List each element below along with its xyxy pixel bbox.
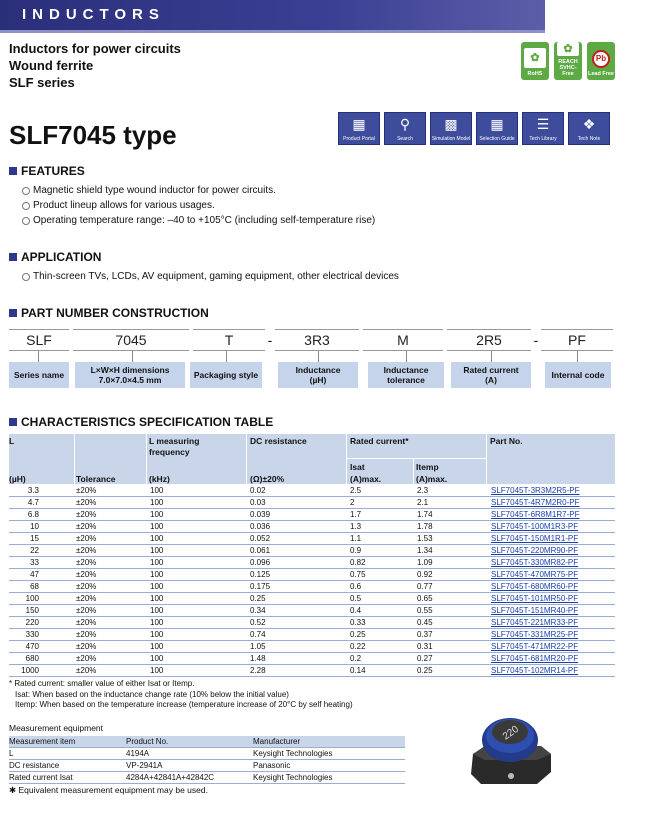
table-cell: 0.096 bbox=[250, 558, 271, 567]
table-cell: 100 bbox=[150, 522, 164, 531]
table-cell: 0.125 bbox=[250, 570, 271, 579]
table-cell: 100 bbox=[150, 558, 164, 567]
list-item: Thin-screen TVs, LCDs, AV equipment, gaming equipment, other electrical devices bbox=[22, 269, 399, 284]
part-number-link[interactable]: SLF7045T-221MR33-PF bbox=[491, 618, 579, 627]
spec-table-heading: CHARACTERISTICS SPECIFICATION TABLE bbox=[9, 415, 273, 429]
pn-label: Series name bbox=[9, 362, 69, 388]
pn-label: Packaging style bbox=[190, 362, 262, 388]
table-cell: ±20% bbox=[76, 522, 97, 531]
table-cell: 100 bbox=[150, 486, 164, 495]
table-cell: ±20% bbox=[76, 570, 97, 579]
reach-badge: ✿ REACH SVHC-Free bbox=[554, 42, 582, 80]
table-cell: 0.65 bbox=[417, 594, 433, 603]
pn-segment: T bbox=[193, 329, 265, 351]
table-row bbox=[9, 653, 615, 665]
table-cell: 100 bbox=[150, 534, 164, 543]
inductance-cell: 3.3 bbox=[27, 486, 39, 495]
table-cell: 0.45 bbox=[417, 618, 433, 627]
list-item: Operating temperature range: –40 to +105°C (including self-temperature rise) bbox=[22, 213, 375, 228]
features-list bbox=[22, 183, 375, 228]
inductance-cell: 330 bbox=[25, 630, 39, 639]
pn-segment: 7045 bbox=[73, 329, 189, 351]
part-number-link[interactable]: SLF7045T-681MR20-PF bbox=[491, 654, 579, 663]
pn-connector bbox=[491, 351, 492, 362]
part-number-link[interactable]: SLF7045T-471MR22-PF bbox=[491, 642, 579, 651]
table-cell: 1.78 bbox=[417, 522, 433, 531]
table-cell: 1.05 bbox=[250, 642, 266, 651]
pn-segment: PF bbox=[541, 329, 613, 351]
table-cell: 0.039 bbox=[250, 510, 271, 519]
table-cell: 0.4 bbox=[350, 606, 362, 615]
pn-dash: - bbox=[267, 332, 273, 348]
table-cell: 100 bbox=[150, 630, 164, 639]
table-cell: 0.052 bbox=[250, 534, 271, 543]
pn-connector bbox=[226, 351, 227, 362]
list-item: Product lineup allows for various usages. bbox=[22, 198, 375, 213]
part-number-link[interactable]: SLF7045T-3R3M2R5-PF bbox=[491, 486, 580, 495]
table-cell: 2.3 bbox=[417, 486, 429, 495]
table-cell: ±20% bbox=[76, 654, 97, 663]
col-header-freq: L measuring frequency bbox=[149, 436, 200, 457]
monitor-icon: ▩ bbox=[444, 115, 458, 132]
table-cell: 1.34 bbox=[417, 546, 433, 555]
table-cell: 0.52 bbox=[250, 618, 266, 627]
banner-title: INDUCTORS bbox=[22, 6, 165, 23]
table-cell: 1.53 bbox=[417, 534, 433, 543]
table-cell: 100 bbox=[150, 594, 164, 603]
table-cell: 0.25 bbox=[250, 594, 266, 603]
inductance-cell: 150 bbox=[25, 606, 39, 615]
table-cell: 100 bbox=[150, 510, 164, 519]
table-row: Rated current Isat 4284A+42841A+42842C Keysight Technologies bbox=[9, 772, 405, 784]
pb-icon: Pb bbox=[592, 50, 610, 68]
rohs-badge: ✿ RoHS bbox=[521, 42, 549, 80]
col-header-itemp-unit: (A)max. bbox=[416, 474, 448, 484]
book-icon: ❖ bbox=[582, 115, 596, 132]
table-cell: 2.1 bbox=[417, 498, 429, 507]
table-cell: 0.55 bbox=[417, 606, 433, 615]
table-row bbox=[9, 593, 615, 605]
table-cell: ±20% bbox=[76, 666, 97, 675]
table-cell: ±20% bbox=[76, 486, 97, 495]
search-icon: ⚲ bbox=[399, 115, 411, 132]
table-row bbox=[9, 629, 615, 641]
inductance-cell: 47 bbox=[30, 570, 39, 579]
pn-connector bbox=[38, 351, 39, 362]
selection-guide-button[interactable]: ▦ Selection Guide bbox=[476, 112, 518, 145]
inductance-cell: 6.8 bbox=[27, 510, 39, 519]
note-line: Isat: When based on the inductance change rate (10% below the initial value) bbox=[15, 689, 289, 699]
table-cell: 1.3 bbox=[350, 522, 362, 531]
table-row bbox=[9, 605, 615, 617]
banner-stripe bbox=[0, 30, 545, 33]
col-header-rated: Rated current* bbox=[350, 436, 409, 446]
inductance-cell: 22 bbox=[30, 546, 39, 555]
certification-badges bbox=[521, 42, 615, 80]
table-cell: 0.25 bbox=[350, 630, 366, 639]
component-marking: 220 bbox=[500, 723, 521, 743]
search-button[interactable]: ⚲ Search bbox=[384, 112, 426, 145]
col-header-dcr-unit: (Ω)±20% bbox=[250, 474, 285, 484]
table-cell: 100 bbox=[150, 582, 164, 591]
application-list bbox=[22, 269, 399, 284]
product-portal-button[interactable]: ▦ Product Portal bbox=[338, 112, 380, 145]
table-cell: 1.09 bbox=[417, 558, 433, 567]
list-item: Magnetic shield type wound inductor for power circuits. bbox=[22, 183, 375, 198]
part-number-link[interactable]: SLF7045T-220MR90-PF bbox=[491, 546, 579, 555]
leaf-icon: ✿ bbox=[557, 42, 579, 56]
pn-label: Rated current (A) bbox=[451, 362, 531, 388]
table-row: L 4194A Keysight Technologies bbox=[9, 748, 405, 760]
pn-label: L×W×H dimensions 7.0×7.0×4.5 mm bbox=[75, 362, 185, 388]
leaf-icon: ✿ bbox=[524, 48, 546, 68]
table-cell: 2.5 bbox=[350, 486, 362, 495]
books-icon: ☰ bbox=[536, 115, 550, 132]
table-cell: ±20% bbox=[76, 546, 97, 555]
subtitle-line: SLF series bbox=[9, 75, 75, 90]
table-cell: 1.1 bbox=[350, 534, 362, 543]
table-cell: 0.75 bbox=[350, 570, 366, 579]
col-header-l: L bbox=[9, 436, 15, 446]
pn-connector bbox=[577, 351, 578, 362]
table-cell: 0.22 bbox=[350, 642, 366, 651]
application-heading: APPLICATION bbox=[9, 250, 101, 264]
table-row bbox=[9, 521, 615, 533]
inductance-cell: 15 bbox=[30, 534, 39, 543]
col-header-part: Part No. bbox=[490, 436, 523, 446]
table-cell: 0.2 bbox=[350, 654, 362, 663]
pn-label: Internal code bbox=[545, 362, 611, 388]
table-cell: 0.036 bbox=[250, 522, 271, 531]
inductance-cell: 10 bbox=[30, 522, 39, 531]
part-number-link[interactable]: SLF7045T-150M1R1-PF bbox=[491, 534, 579, 543]
part-number-link[interactable]: SLF7045T-100M1R3-PF bbox=[491, 522, 579, 531]
table-cell: 100 bbox=[150, 654, 164, 663]
pn-connector bbox=[406, 351, 407, 362]
table-row bbox=[9, 557, 615, 569]
table-cell: ±20% bbox=[76, 606, 97, 615]
resource-nav bbox=[338, 112, 610, 145]
inductance-cell: 100 bbox=[25, 594, 39, 603]
table-row bbox=[9, 545, 615, 557]
table-row bbox=[9, 497, 615, 509]
table-cell: 0.74 bbox=[250, 630, 266, 639]
table-cell: 2 bbox=[350, 498, 355, 507]
table-cell: 0.33 bbox=[350, 618, 366, 627]
pn-connector bbox=[318, 351, 319, 362]
inductance-cell: 680 bbox=[25, 654, 39, 663]
table-cell: ±20% bbox=[76, 498, 97, 507]
measurement-table bbox=[9, 736, 405, 784]
table-cell: 100 bbox=[150, 498, 164, 507]
col-header-isat-unit: (A)max. bbox=[350, 474, 382, 484]
table-cell: 100 bbox=[150, 570, 164, 579]
table-cell: ±20% bbox=[76, 642, 97, 651]
pn-segment: SLF bbox=[9, 329, 69, 351]
table-icon: ▦ bbox=[490, 115, 504, 132]
col-header-isat: Isat bbox=[350, 462, 365, 472]
table-cell: 0.175 bbox=[250, 582, 271, 591]
lead-free-badge: Pb Lead Free bbox=[587, 42, 615, 80]
table-cell: 0.92 bbox=[417, 570, 433, 579]
pn-segment: M bbox=[363, 329, 443, 351]
table-cell: 2.28 bbox=[250, 666, 266, 675]
col-header-itemp: Itemp bbox=[416, 462, 439, 472]
part-number-link[interactable]: SLF7045T-101MR50-PF bbox=[491, 594, 579, 603]
features-heading: FEATURES bbox=[9, 164, 85, 178]
table-cell: 0.5 bbox=[350, 594, 362, 603]
table-cell: 1.48 bbox=[250, 654, 266, 663]
measurement-header-row: Measurement item Product No. Manufacturer bbox=[9, 736, 405, 748]
subtitle-line: Inductors for power circuits bbox=[9, 41, 181, 56]
pn-segment: 3R3 bbox=[275, 329, 359, 351]
table-cell: 100 bbox=[150, 642, 164, 651]
note-line: * Rated current: smaller value of either Isat or Itemp. bbox=[9, 679, 195, 688]
series-subtitles bbox=[9, 40, 181, 91]
table-cell: 100 bbox=[150, 606, 164, 615]
table-cell: ±20% bbox=[76, 630, 97, 639]
table-row bbox=[9, 509, 615, 521]
grid-icon: ▦ bbox=[352, 115, 366, 132]
table-row: DC resistance VP-2941A Panasonic bbox=[9, 760, 405, 772]
table-cell: ±20% bbox=[76, 594, 97, 603]
inductance-cell: 470 bbox=[25, 642, 39, 651]
pn-label: Inductance (µH) bbox=[278, 362, 358, 388]
part-number-link[interactable]: SLF7045T-331MR25-PF bbox=[491, 630, 579, 639]
col-header-freq-unit: (kHz) bbox=[149, 474, 170, 484]
table-cell: ±20% bbox=[76, 618, 97, 627]
table-row bbox=[9, 485, 615, 497]
table-cell: ±20% bbox=[76, 534, 97, 543]
inductance-cell: 1000 bbox=[21, 666, 39, 675]
table-cell: 0.061 bbox=[250, 546, 271, 555]
part-number-link[interactable]: SLF7045T-470MR75-PF bbox=[491, 570, 579, 579]
subtitle-line: Wound ferrite bbox=[9, 58, 94, 73]
table-row bbox=[9, 617, 615, 629]
page-title: SLF7045 type bbox=[9, 120, 177, 150]
table-cell: 0.9 bbox=[350, 546, 362, 555]
table-row bbox=[9, 641, 615, 653]
pn-label: Inductance tolerance bbox=[368, 362, 444, 388]
inductance-cell: 4.7 bbox=[27, 498, 39, 507]
part-number-link[interactable]: SLF7045T-102MR14-PF bbox=[491, 666, 579, 675]
tech-note-button[interactable]: ❖ Tech Note bbox=[568, 112, 610, 145]
table-cell: 1.74 bbox=[417, 510, 433, 519]
note-line: Itemp: When based on the temperature increase (temperature increase of 20°C by self heating) bbox=[15, 700, 353, 709]
inductance-cell: 33 bbox=[30, 558, 39, 567]
table-cell: ±20% bbox=[76, 510, 97, 519]
table-cell: 0.25 bbox=[417, 666, 433, 675]
col-header-l-unit: (µH) bbox=[9, 474, 26, 484]
table-cell: 0.03 bbox=[250, 498, 266, 507]
rated-current-notes bbox=[9, 679, 353, 711]
table-row bbox=[9, 581, 615, 593]
table-row bbox=[9, 569, 615, 581]
part-number-link[interactable]: SLF7045T-330MR82-PF bbox=[491, 558, 579, 567]
measurement-title: Measurement equipment bbox=[9, 723, 104, 733]
pn-connector bbox=[132, 351, 133, 362]
table-cell: 100 bbox=[150, 546, 164, 555]
part-number-segments bbox=[9, 329, 613, 351]
table-cell: 100 bbox=[150, 666, 164, 675]
pn-dash: - bbox=[533, 332, 539, 348]
table-cell: 0.77 bbox=[417, 582, 433, 591]
part-number-link[interactable]: SLF7045T-680MR60-PF bbox=[491, 582, 579, 591]
table-cell: 1.7 bbox=[350, 510, 362, 519]
table-cell: 0.37 bbox=[417, 630, 433, 639]
col-header-tolerance: Tolerance bbox=[76, 474, 116, 484]
part-number-link[interactable]: SLF7045T-6R8M1R7-PF bbox=[491, 510, 580, 519]
inductor-component-image bbox=[465, 710, 555, 790]
table-cell: 0.34 bbox=[250, 606, 266, 615]
table-cell: 0.6 bbox=[350, 582, 362, 591]
simulation-model-button[interactable]: ▩ Simulation Model bbox=[430, 112, 472, 145]
table-row bbox=[9, 533, 615, 545]
table-cell: 100 bbox=[150, 618, 164, 627]
tech-library-button[interactable]: ☰ Tech Library bbox=[522, 112, 564, 145]
table-cell: 0.02 bbox=[250, 486, 266, 495]
part-number-heading: PART NUMBER CONSTRUCTION bbox=[9, 306, 209, 320]
table-cell: 0.31 bbox=[417, 642, 433, 651]
equipment-note: ✱ Equivalent measurement equipment may be used. bbox=[9, 785, 208, 795]
table-cell: 0.82 bbox=[350, 558, 366, 567]
col-header-dcr: DC resistance bbox=[250, 436, 307, 446]
part-number-link[interactable]: SLF7045T-4R7M2R0-PF bbox=[491, 498, 580, 507]
table-cell: 0.27 bbox=[417, 654, 433, 663]
inductance-cell: 68 bbox=[30, 582, 39, 591]
table-cell: ±20% bbox=[76, 558, 97, 567]
header-banner bbox=[0, 0, 545, 30]
table-cell: 0.14 bbox=[350, 666, 366, 675]
table-cell: ±20% bbox=[76, 582, 97, 591]
table-row bbox=[9, 665, 615, 677]
inductance-cell: 220 bbox=[25, 618, 39, 627]
pn-segment: 2R5 bbox=[447, 329, 531, 351]
part-number-link[interactable]: SLF7045T-151MR40-PF bbox=[491, 606, 579, 615]
